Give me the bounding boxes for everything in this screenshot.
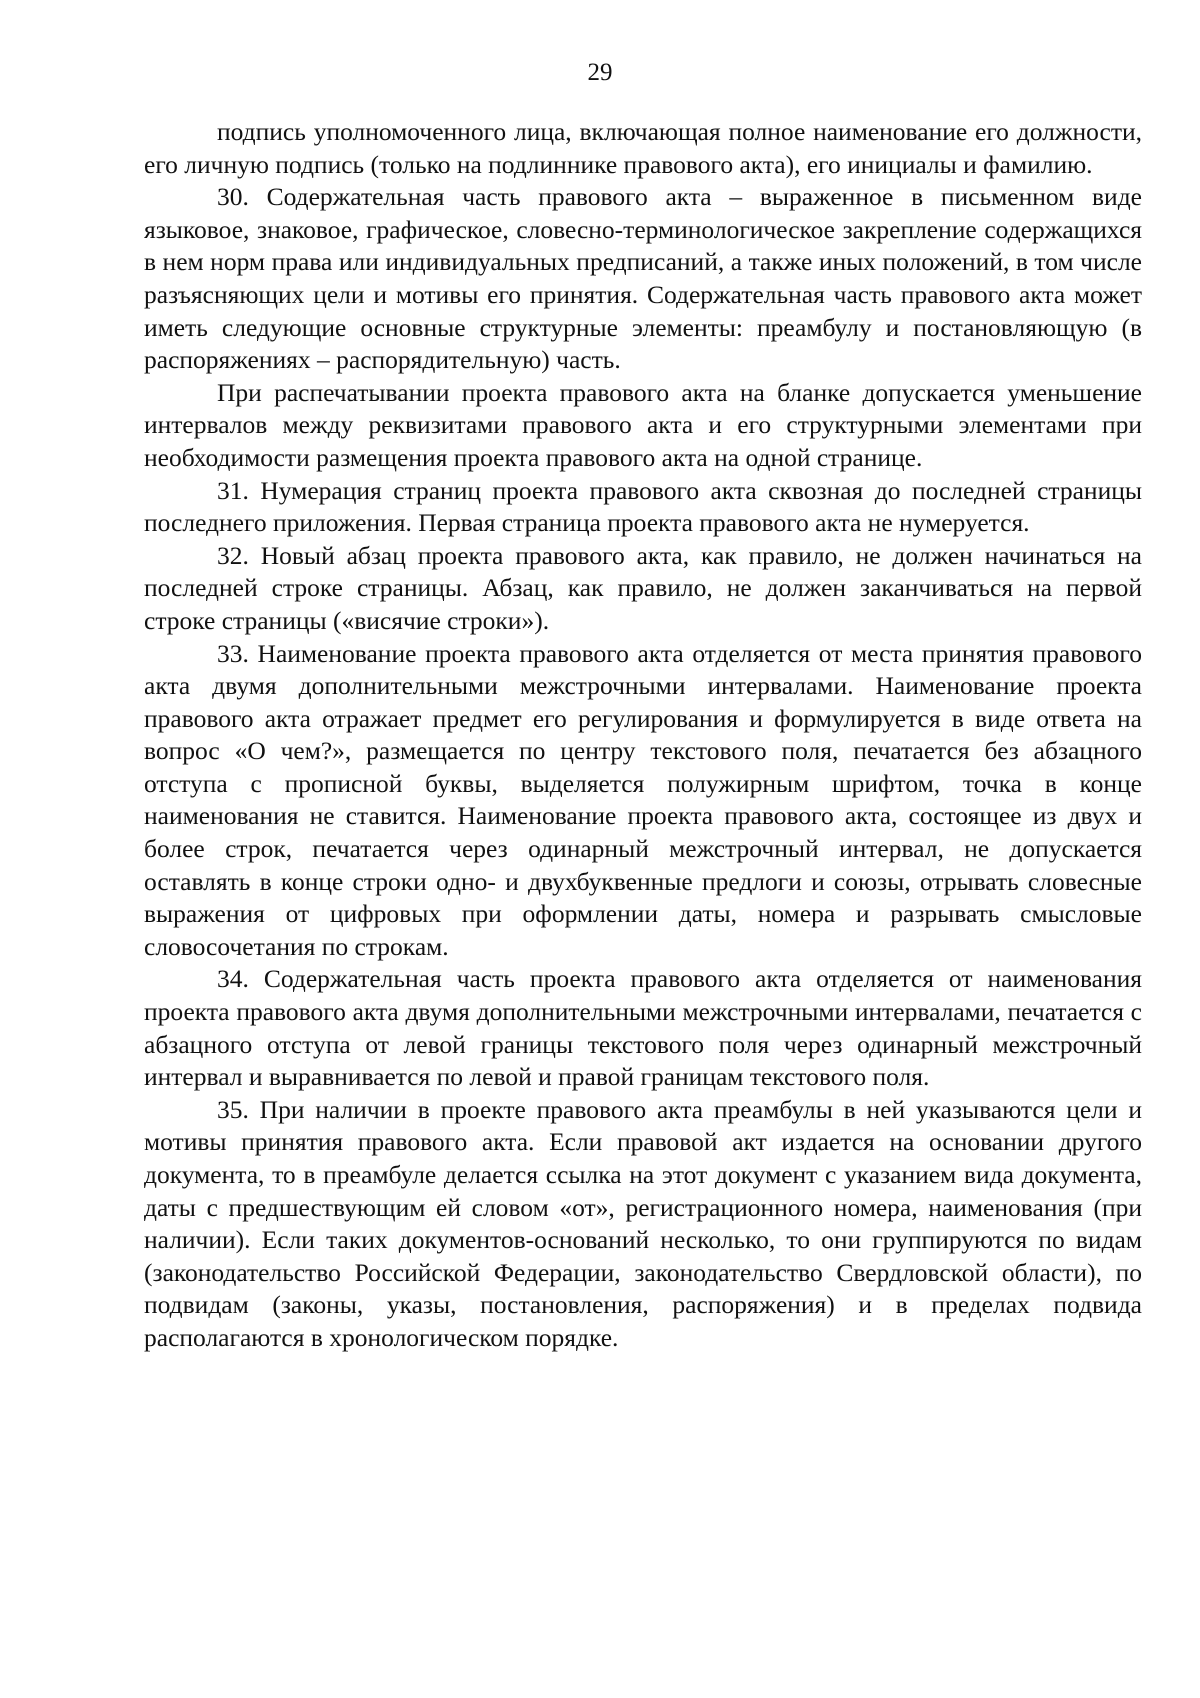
paragraph-30: 30. Содержательная часть правового акта – выраженное в письменном виде языковое, знаковое, графическое, словесно-терминологическое закрепление содержащихся в нем норм права или индивидуальных предписаний, а также иных положений, в том числе разъясняющих цели и мотивы его принятия. Содержательная часть правового акта может иметь следующие основные структурные элементы: преамбулу и постановляющую (в распоряжениях – распорядительную) часть. — [144, 182, 1142, 375]
document-body — [144, 116, 1142, 1355]
paragraph-34: 34. Содержательная часть проекта правового акта отделяется от наименования проекта правового акта двумя дополнительными межстрочными интервалами, печатается с абзацного отступа от левой границы текстового поля через одинарный межстрочный интервал и выравнивается по левой и правой границам текстового поля. — [144, 964, 1142, 1092]
paragraph-32: 32. Новый абзац проекта правового акта, как правило, не должен начинаться на последней строке страницы. Абзац, как правило, не должен заканчиваться на первой строке страницы («висячие строки»). — [144, 540, 1142, 635]
paragraph-31: 31. Нумерация страниц проекта правового акта сквозная до последней страницы последнего приложения. Первая страница проекта правового акта не нумеруется. — [144, 475, 1142, 538]
paragraph-35: 35. При наличии в проекте правового акта преамбулы в ней указываются цели и мотивы принятия правового акта. Если правовой акт издается на основании другого документа, то в преамбуле делается ссылка на этот документ с указанием вида документа, даты с предшествующим ей словом «от», регистрационного номера, наименования (при наличии). Если таких документов-оснований несколько, то они группируются по видам (законодательство Российской Федерации, законодательство Свердловской области), по подвидам (законы, указы, постановления, распоряжения) и в пределах подвида располагаются в хронологическом порядке. — [144, 1094, 1142, 1352]
paragraph-33: 33. Наименование проекта правового акта отделяется от места принятия правового акта двумя дополнительными межстрочными интервалами. Наименование проекта правового акта отражает предмет его регулирования и формулируется в виде ответа на вопрос «О чем?», размещается по центру текстового поля, печатается без абзацного отступа с прописной буквы, выделяется полужирным шрифтом, точка в конце наименования не ставится. Наименование проекта правового акта, состоящее из двух и более строк, печатается через одинарный межстрочный интервал, не допускается оставлять в конце строки одно- и двухбуквенные предлоги и союзы, отрывать словесные выражения от цифровых при оформлении даты, номера и разрывать смысловые словосочетания по строкам. — [144, 638, 1142, 961]
page-number: 29 — [587, 59, 613, 86]
paragraph-30-printing-note: При распечатывании проекта правового акта на бланке допускается уменьшение интервалов между реквизитами правового акта и его структурными элементами при необходимости размещения проекта правового акта на одной странице. — [144, 377, 1142, 472]
paragraph-signature-continuation: подпись уполномоченного лица, включающая полное наименование его должности, его личную подпись (только на подлиннике правового акта), его инициалы и фамилию. — [144, 117, 1142, 179]
